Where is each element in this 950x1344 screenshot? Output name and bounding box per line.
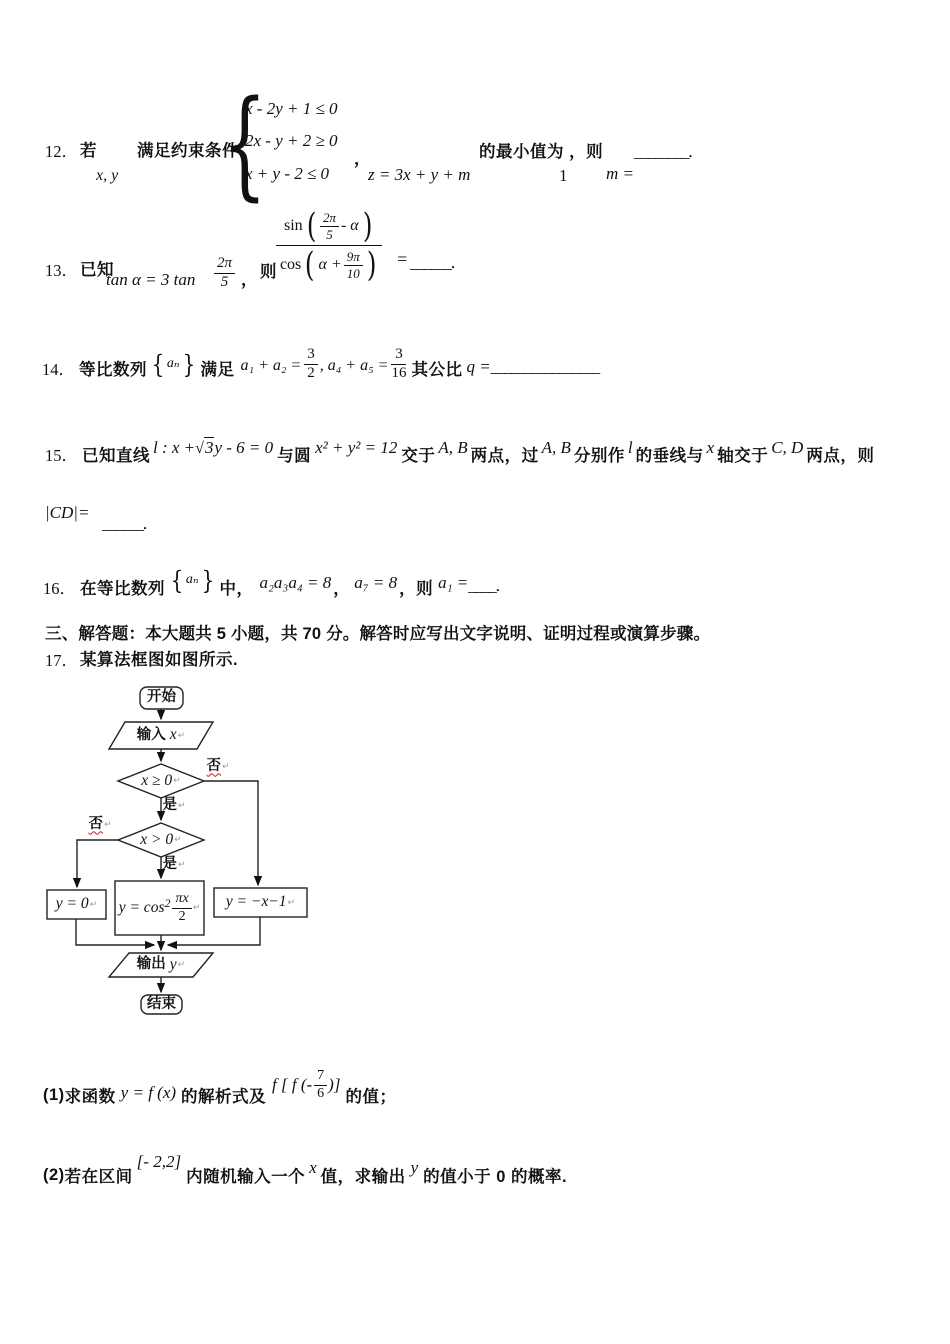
q12-comma: ， <box>354 150 371 168</box>
q15-text-given-line: 已知直线 <box>82 447 150 465</box>
q12-constraint-3: x + y - 2 ≤ 0 <box>245 164 330 183</box>
q17-p2-interval: [- 2,2] <box>136 1152 182 1171</box>
inner-fraction: $\frac{9\pi}{10}$ <box>344 250 363 280</box>
q17-p1-text-value: 的值； <box>345 1088 397 1106</box>
q12-constraint-1: x - 2y + 1 ≤ 0 <box>245 99 338 118</box>
q15-text-intersect: 交于 <box>401 447 436 465</box>
q15-answer-blank: ______． <box>102 514 158 533</box>
flowchart-condition-2: x > 0 ↵ <box>140 830 182 848</box>
q12-constraint-2: 2x - y + 2 ≥ 0 <box>245 131 338 150</box>
q16-a1-equals: a₁ = <box>438 573 469 592</box>
q15-points-ab: A, B <box>438 438 468 457</box>
q15-x-axis-var: x <box>706 438 715 457</box>
q13-number: 13． <box>45 261 78 280</box>
q12-text-if: 若 <box>80 142 97 160</box>
q17-p1-text-expression: 的解析式及 <box>181 1088 267 1106</box>
q17-part-1 <box>43 1068 396 1108</box>
q15-text-then: 两点，则 <box>806 447 875 465</box>
q15-line-equation: l : x +√3y - 6 = 0 <box>153 438 274 457</box>
question-15 <box>45 433 874 463</box>
flowchart-output-node: 输出 y ↵ <box>136 955 186 973</box>
q14-fraction-2: $\frac{3}{16}$ <box>391 345 407 381</box>
q15-points-cd: C, D <box>771 438 804 457</box>
minus-alpha: - α <box>340 217 359 235</box>
q13-text-given: 已知 <box>80 261 114 279</box>
q17-p1-function: y = f (x) <box>120 1083 177 1102</box>
q14-text-satisfies: 满足 <box>200 361 235 379</box>
q17-p2-y-var: y <box>410 1158 419 1177</box>
flowchart-no-label-2: 否 ↵ <box>88 816 112 833</box>
q17-p2-text-interval: 若在区间 <box>64 1168 133 1186</box>
flowchart-condition-1: x ≥ 0 ↵ <box>141 771 181 789</box>
q15-text-two-points: 两点，过 <box>470 447 539 465</box>
q14-answer-blank: ________________ <box>490 357 599 376</box>
q16-equation-1: a₂a₃a₄ = 8 <box>259 573 332 592</box>
q16-number: 16． <box>43 579 76 598</box>
q13-tan-equation: tan α = 3 tan <box>106 270 196 289</box>
q14-equation-2: , a₄ + a₅ = <box>319 357 389 374</box>
q12-text-constraint: 满足约束条件 <box>137 142 239 160</box>
q13-big-fraction-numerator <box>276 205 382 246</box>
q15-circle-equation: x² + y² = 12 <box>315 438 398 457</box>
q14-text-geometric-seq: 等比数列 <box>79 361 147 379</box>
right-paren: ) <box>366 244 377 285</box>
q17-p2-text-probability: 的值小于 0 的概率. <box>423 1168 568 1186</box>
q15-points-ab-2: A, B <box>541 438 571 457</box>
q17-number: 17． <box>45 651 78 670</box>
left-paren: ( <box>306 205 317 246</box>
q16-text-in-geometric-seq: 在等比数列 <box>80 580 165 598</box>
q15-text-respectively: 分别作 <box>573 447 625 465</box>
q15-number: 15． <box>45 446 78 465</box>
flowchart-yes-label-2: 是 ↵ <box>162 856 186 873</box>
flowchart-no-label-1: 否 ↵ <box>206 758 230 775</box>
q14-q-equals: q = <box>466 357 491 376</box>
q13-comma: ， <box>241 271 258 289</box>
q12-m-equals: m = <box>606 164 634 183</box>
q17-p2-label: (2) <box>43 1165 65 1184</box>
q15-cd-equals: |CD|= <box>45 503 90 522</box>
q12-number: 12． <box>45 142 78 161</box>
q14-sequence-symbol: { aₙ } <box>151 349 195 379</box>
question-16 <box>43 566 510 598</box>
sqrt-icon: √ <box>195 440 204 457</box>
flowchart-end-node: 结束 <box>147 995 176 1012</box>
flowchart-right-assignment: y = −x−1 ↵ <box>225 893 296 911</box>
q17-part-2 <box>43 1148 567 1184</box>
question-14 <box>42 342 599 386</box>
q16-answer-blank: ____． <box>468 576 511 595</box>
q17-p2-text-output: 值，求输出 <box>320 1168 406 1186</box>
q17-p1-composite-post: )] <box>328 1075 341 1094</box>
flowchart-mid-assignment: y = cos 2 $\frac{\pi x}{2}$ ↵ <box>118 890 201 924</box>
q13-equals: = <box>396 249 409 269</box>
q14-text-common-ratio: 其公比 <box>411 361 463 379</box>
q17-p2-x-var: x <box>309 1158 317 1177</box>
q15-text-and-circle: 与圆 <box>277 447 312 465</box>
q16-sequence-symbol: { aₙ } <box>170 565 214 595</box>
q16-comma: ， <box>333 580 351 598</box>
q17-p1-composite-pre: f [ f (- <box>272 1075 313 1094</box>
right-paren: ) <box>362 205 373 246</box>
q13-big-fraction <box>276 205 382 285</box>
pi-x-over-2-fraction: $\frac{\pi x}{2}$ <box>172 892 191 924</box>
alpha-plus: α + <box>318 256 342 274</box>
q12-objective-function: z = 3x + y + m <box>368 165 471 184</box>
q12-min-value: 1 <box>559 166 568 185</box>
q13-tan-fraction: $\frac{2\pi}{5}$ <box>214 256 235 291</box>
q14-number: 14． <box>42 360 75 379</box>
flowchart-left-assignment: y = 0 ↵ <box>55 895 98 913</box>
q17-p1-fraction: $\frac{7}{6}$ <box>314 1069 327 1101</box>
q13-answer-blank: ______． <box>410 253 466 272</box>
q12-variables: x, y <box>96 167 119 184</box>
q15-line-l: l <box>627 438 633 457</box>
flowchart-input-node: 输入 x ↵ <box>136 726 186 744</box>
q16-text-then: ，则 <box>399 580 434 598</box>
algorithm-flowchart <box>45 678 335 1023</box>
q15-text-axis-intersect: 轴交于 <box>717 447 769 465</box>
q12-system-brace: { <box>222 74 268 212</box>
cos-function: cos <box>279 256 302 274</box>
left-paren: ( <box>305 244 315 285</box>
flowchart-yes-label-1: 是 ↵ <box>162 797 186 814</box>
q17-intro-text: 某算法框图如图所示. <box>80 651 239 669</box>
section-3-header: 三、解答题：本大题共 5 小题，共 70 分。解答时应写出文字说明、证明过程或演算步骤。 <box>45 625 711 643</box>
q16-equation-2: a₇ = 8 <box>354 573 398 592</box>
flowchart-start-node: 开始 <box>147 689 176 706</box>
q12-text-minimum: 的最小值为 ，则 <box>479 143 604 161</box>
q13-big-fraction-denominator <box>276 244 382 285</box>
q16-text-in: 中， <box>219 580 254 598</box>
q15-text-perpendicular: 的垂线与 <box>635 447 704 465</box>
sin-function: sin <box>284 217 303 235</box>
q12-answer-blank: ________． <box>634 142 703 161</box>
q17-p1-label: (1) <box>43 1085 65 1104</box>
q17-p2-text-random: 内随机输入一个 <box>186 1168 306 1186</box>
q17-p1-text-find: 求函数 <box>64 1088 116 1106</box>
q14-fraction-1: $\frac{3}{2}$ <box>304 347 318 382</box>
inner-fraction: $\frac{2\pi}{5}$ <box>320 211 339 241</box>
q13-text-then: 则 <box>260 263 277 281</box>
q14-equation-1: a₁ + a₂ = <box>240 357 302 374</box>
